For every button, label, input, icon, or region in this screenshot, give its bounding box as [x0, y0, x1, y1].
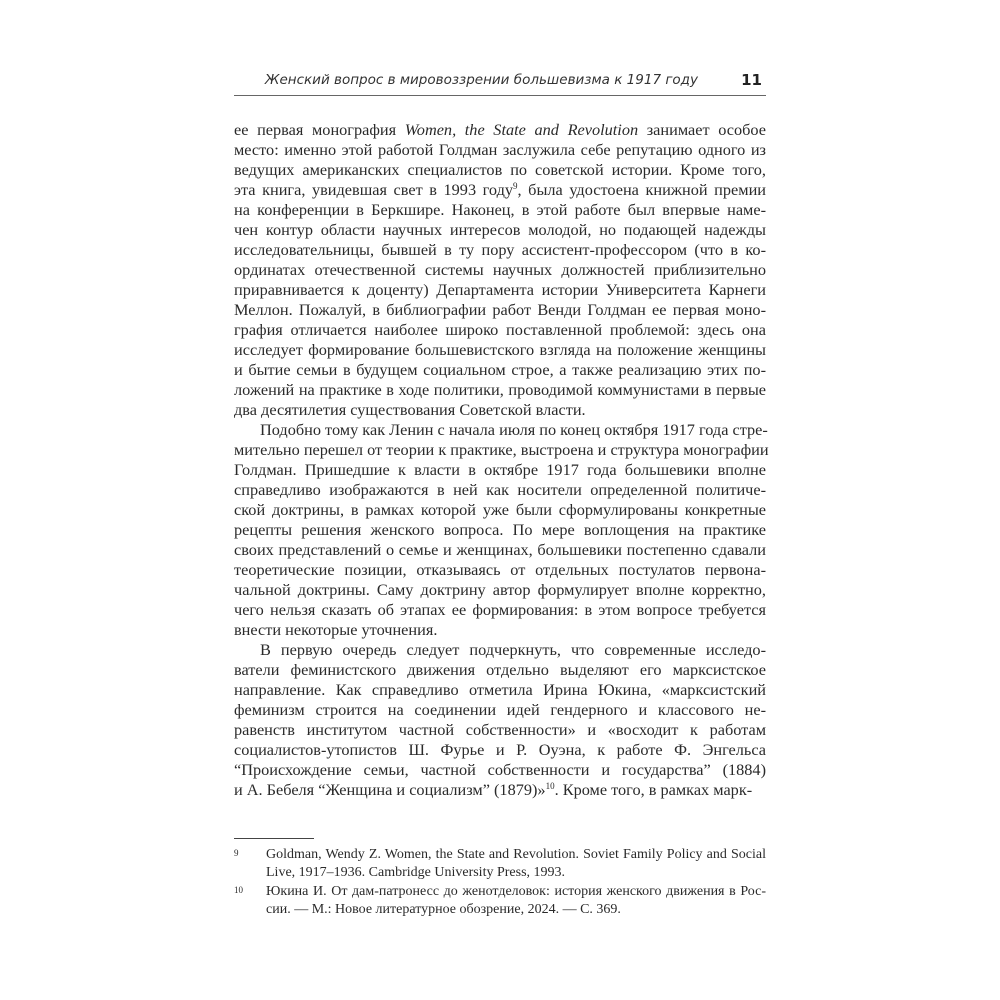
italic-title: Women, the State and Revolution — [404, 120, 639, 139]
text-run: занимает особое — [638, 120, 766, 139]
text-line — [234, 180, 766, 200]
text-line — [234, 420, 766, 440]
text-line — [234, 700, 766, 720]
text-line — [234, 360, 766, 380]
text-line — [234, 680, 766, 700]
text-line — [234, 220, 766, 240]
paragraph — [234, 640, 766, 800]
text-run: внести некоторые уточнения. — [234, 620, 438, 639]
text-run: чальной доктрины. Саму доктрину автор формулирует вполне корректно, — [234, 580, 766, 599]
text-line — [234, 460, 766, 480]
text-line — [234, 380, 766, 400]
text-line — [234, 560, 766, 580]
footnote-number: 10 — [234, 885, 243, 895]
text-run: два десятилетия существования Советской власти. — [234, 400, 586, 419]
footnote — [234, 846, 766, 882]
text-run: справедливо изображаются в ней как носители определенной политиче- — [234, 480, 766, 499]
paragraph — [234, 120, 766, 420]
footnote-line: Live, 1917–1936. Cambridge University Press, 1993. — [266, 865, 566, 880]
text-run: “Происхождение семьи, частной собственности и государства” (1884) — [234, 760, 766, 779]
text-line — [234, 300, 766, 320]
text-line — [234, 140, 766, 160]
text-run: мительно перешел от теории к практике, выстроена и структура монографии — [234, 440, 769, 459]
text-line — [234, 480, 766, 500]
text-line — [234, 760, 766, 780]
text-run: Подобно тому как Ленин с начала июля по конец октября 1917 года стре- — [260, 420, 768, 439]
text-line — [234, 200, 766, 220]
text-run: приравнивается к доценту) Департамента истории Университета Карнеги — [234, 280, 766, 299]
text-run: ватели феминистского движения отдельно выделяют его марксистское — [234, 660, 766, 679]
body-text — [234, 120, 769, 800]
text-line — [234, 260, 766, 280]
text-line — [234, 540, 766, 560]
text-run: исследовательницы, бывшей в ту пору ассистент-профессором (что в ко- — [234, 240, 766, 259]
text-line — [234, 160, 766, 180]
text-run: своих представлений о семье и женщинах, большевики постепенно сдавали — [234, 540, 766, 559]
footnote-line: Goldman, Wendy Z. Women, the State and Revolution. Soviet Family Policy and Social — [266, 847, 766, 862]
text-run: В первую очередь следует подчеркнуть, что современные исследо- — [260, 640, 766, 659]
text-run: социалистов-утопистов Ш. Фурье и Р. Оуэна, к работе Ф. Энгельса — [234, 740, 766, 759]
page-number: 11 — [741, 71, 762, 89]
text-line — [234, 440, 769, 460]
text-run: исследует формирование большевистского взгляда на положение женщины — [234, 340, 766, 359]
text-run: чего нельзя сказать об этапах ее формирования: в этом вопросе требуется — [234, 600, 766, 619]
running-header-title: Женский вопрос в мировоззрении большевизма к 1917 году — [264, 72, 698, 88]
text-line — [234, 320, 766, 340]
text-run: графия отличается наиболее широко поставленной проблемой: здесь она — [234, 320, 766, 339]
running-header — [234, 68, 766, 96]
text-run: и бытие семьи в будущем социальном строе, а также реализацию этих по- — [234, 360, 766, 379]
footnote-line: Юкина И. От дам-патронесс до женотделовок: история женского движения в Рос- — [266, 884, 766, 899]
text-line — [234, 640, 766, 660]
footnote-line: сии. — М.: Новое литературное обозрение, 2024. — С. 369. — [266, 902, 621, 917]
text-run: теоретические позиции, отказываясь от отдельных постулатов первона- — [234, 560, 766, 579]
text-run: ложений на практике в ходе политики, проводимой коммунистами в первые — [234, 380, 766, 399]
text-line — [234, 600, 766, 620]
text-run: ведущих американских специалистов по советской истории. Кроме того, — [234, 160, 766, 179]
text-run: на конференции в Беркшире. Наконец, в этой работе был впервые наме- — [234, 200, 766, 219]
text-run: рецепты решения женского вопроса. По мере воплощения на практике — [234, 520, 766, 539]
text-run: место: именно этой работой Голдман заслужила себе репутацию одного из — [234, 140, 766, 159]
text-run: Меллон. Пожалуй, в библиографии работ Венди Голдман ее первая моно- — [234, 300, 766, 319]
text-run: ской доктрины, в рамках которой уже были сформулированы конкретные — [234, 500, 766, 519]
text-run: ординатах отечественной системы научных должностей приблизительно — [234, 260, 766, 279]
footnote-separator — [234, 838, 314, 839]
text-line — [234, 660, 766, 680]
footnote-ref: 9 — [513, 181, 518, 191]
text-run: феминизм строится на соединении идей гендерного и классового не- — [234, 700, 766, 719]
footnotes — [234, 846, 766, 920]
text-line — [234, 720, 766, 740]
text-line — [234, 500, 766, 520]
text-line — [234, 400, 766, 420]
text-run: направление. Как справедливо отметила Ирина Юкина, «марксистский — [234, 680, 766, 699]
footnote — [234, 883, 766, 919]
text-line — [234, 240, 766, 260]
text-run: и А. Бебеля “Женщина и социализм” (1879)» — [234, 780, 546, 799]
text-run: Голдман. Пришедшие к власти в октябре 1917 года большевики вполне — [234, 460, 766, 479]
text-line — [234, 620, 766, 640]
text-run: равенств институтом частной собственности» и «восходит к работам — [234, 720, 766, 739]
text-run: эта книга, увидевшая свет в 1993 году — [234, 180, 514, 199]
paragraph — [234, 420, 769, 640]
text-line — [234, 780, 766, 800]
text-line — [234, 340, 766, 360]
text-line — [234, 120, 766, 140]
text-run: , была удостоена книжной премии — [517, 180, 766, 199]
text-run: ее первая монография — [234, 120, 405, 139]
text-run: . Кроме того, в рамках марк- — [554, 780, 753, 799]
footnote-ref: 10 — [545, 781, 555, 791]
text-run: чен контур области научных интересов молодой, но подающей надежды — [234, 220, 766, 239]
footnote-number: 9 — [234, 848, 239, 858]
text-line — [234, 280, 766, 300]
text-line — [234, 520, 766, 540]
text-line — [234, 580, 766, 600]
text-line — [234, 740, 766, 760]
